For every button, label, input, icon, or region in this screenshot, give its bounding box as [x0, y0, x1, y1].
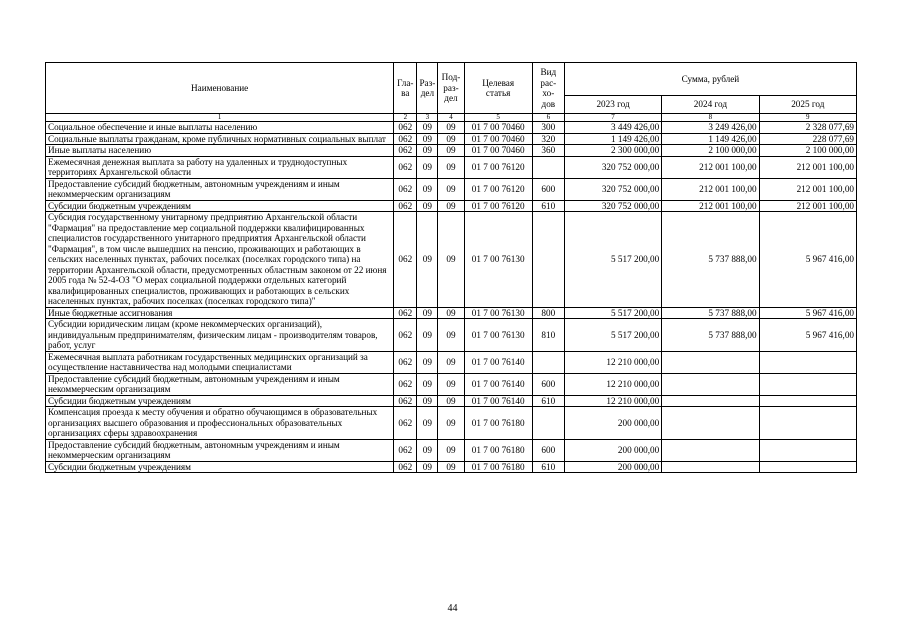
- table-row: [46, 122, 857, 134]
- col-number: 6: [532, 114, 564, 122]
- row-vid: 600: [532, 373, 564, 395]
- row-sum-2025: 2 100 000,00: [759, 145, 856, 157]
- row-sum-2024: 2 100 000,00: [662, 145, 759, 157]
- row-razdel: 09: [417, 200, 438, 212]
- row-sum-2024: [662, 461, 759, 473]
- row-sum-2024: 5 737 888,00: [662, 212, 759, 308]
- row-podrazdel: 09: [438, 212, 464, 308]
- row-vid: 360: [532, 145, 564, 157]
- row-target: 01 7 00 76130: [464, 319, 532, 352]
- row-razdel: 09: [417, 439, 438, 461]
- header-year-2025: 2025 год: [759, 96, 856, 114]
- row-glava: 062: [394, 307, 417, 319]
- row-glava: 062: [394, 212, 417, 308]
- col-number: 4: [438, 114, 464, 122]
- row-vid: [532, 212, 564, 308]
- row-target: 01 7 00 76180: [464, 407, 532, 440]
- header-podrazdel: Под- раз- дел: [438, 63, 464, 114]
- row-sum-2023: 12 210 000,00: [564, 395, 661, 407]
- row-podrazdel: 09: [438, 395, 464, 407]
- table-row: [46, 145, 857, 157]
- row-target: 01 7 00 70460: [464, 145, 532, 157]
- row-sum-2023: 12 210 000,00: [564, 351, 661, 373]
- row-sum-2023: 200 000,00: [564, 439, 661, 461]
- header-sum: Сумма, рублей: [564, 63, 856, 96]
- table-row: [46, 395, 857, 407]
- row-target: 01 7 00 76180: [464, 439, 532, 461]
- page-number: 44: [447, 603, 458, 614]
- row-name: Предоставление субсидий бюджетным, автономным учреждениям и иным некоммерческим организациям: [46, 439, 394, 461]
- row-glava: 062: [394, 178, 417, 200]
- row-podrazdel: 09: [438, 307, 464, 319]
- table-row: [46, 461, 857, 473]
- row-sum-2025: [759, 439, 856, 461]
- row-sum-2023: 5 517 200,00: [564, 307, 661, 319]
- header-year-2024: 2024 год: [662, 96, 759, 114]
- row-sum-2023: 2 300 000,00: [564, 145, 661, 157]
- row-sum-2024: 3 249 426,00: [662, 122, 759, 134]
- row-target: 01 7 00 76120: [464, 200, 532, 212]
- table-row: [46, 133, 857, 145]
- row-razdel: 09: [417, 178, 438, 200]
- row-podrazdel: 09: [438, 319, 464, 352]
- row-podrazdel: 09: [438, 351, 464, 373]
- table-row: [46, 407, 857, 440]
- row-sum-2025: [759, 395, 856, 407]
- row-glava: 062: [394, 133, 417, 145]
- row-sum-2025: 5 967 416,00: [759, 319, 856, 352]
- row-sum-2023: 200 000,00: [564, 461, 661, 473]
- row-sum-2025: 212 001 100,00: [759, 200, 856, 212]
- table-row: [46, 178, 857, 200]
- row-sum-2025: 228 077,69: [759, 133, 856, 145]
- row-sum-2023: 320 752 000,00: [564, 200, 661, 212]
- row-sum-2025: 2 328 077,69: [759, 122, 856, 134]
- row-glava: 062: [394, 373, 417, 395]
- row-sum-2024: 212 001 100,00: [662, 178, 759, 200]
- row-sum-2023: 5 517 200,00: [564, 212, 661, 308]
- row-sum-2023: 1 149 426,00: [564, 133, 661, 145]
- row-target: 01 7 00 76140: [464, 395, 532, 407]
- row-sum-2024: [662, 439, 759, 461]
- row-razdel: 09: [417, 307, 438, 319]
- row-vid: 600: [532, 178, 564, 200]
- row-podrazdel: 09: [438, 178, 464, 200]
- row-vid: [532, 351, 564, 373]
- row-name: Субсидии юридическим лицам (кроме некоммерческих организаций), индивидуальным предпринимателям, физическим лицам - производителям товаров, работ, услуг: [46, 319, 394, 352]
- row-sum-2024: 5 737 888,00: [662, 307, 759, 319]
- row-sum-2023: 5 517 200,00: [564, 319, 661, 352]
- row-glava: 062: [394, 319, 417, 352]
- table-row: [46, 351, 857, 373]
- table-row: [46, 439, 857, 461]
- row-sum-2025: 5 967 416,00: [759, 212, 856, 308]
- header-target: Целевая статья: [464, 63, 532, 114]
- row-podrazdel: 09: [438, 133, 464, 145]
- row-razdel: 09: [417, 373, 438, 395]
- row-sum-2025: [759, 373, 856, 395]
- row-name: Субсидии бюджетным учреждениям: [46, 461, 394, 473]
- row-razdel: 09: [417, 122, 438, 134]
- row-vid: 610: [532, 395, 564, 407]
- col-number: 3: [417, 114, 438, 122]
- budget-table: [45, 62, 857, 473]
- col-number: 1: [46, 114, 394, 122]
- row-target: 01 7 00 76140: [464, 351, 532, 373]
- table-row: [46, 319, 857, 352]
- row-sum-2024: [662, 407, 759, 440]
- row-podrazdel: 09: [438, 156, 464, 178]
- row-sum-2023: 200 000,00: [564, 407, 661, 440]
- row-vid: [532, 156, 564, 178]
- header-vid: Вид рас- хо- дов: [532, 63, 564, 114]
- row-razdel: 09: [417, 133, 438, 145]
- table-row: [46, 307, 857, 319]
- row-sum-2024: 212 001 100,00: [662, 156, 759, 178]
- row-glava: 062: [394, 145, 417, 157]
- row-sum-2025: [759, 407, 856, 440]
- row-vid: 810: [532, 319, 564, 352]
- header-year-2023: 2023 год: [564, 96, 661, 114]
- row-vid: [532, 407, 564, 440]
- table-row: [46, 156, 857, 178]
- row-podrazdel: 09: [438, 145, 464, 157]
- row-name: Субсидия государственному унитарному предприятию Архангельской области "Фармация" на предоставление мер социальной поддержки квалифицированных специалистов государственного унитарного предприятия Архангельской области "Фармация", в том числе вышедших на пенсию, проживающих и работающих в сельских населенных пунктах, рабочих поселках (поселках городского типа) на территории Архангельской области, предусмотренных областным законом от 22 июня 2005 года № 52-4-ОЗ "О мерах социальной поддержки отдельных категорий квалифицированных специалистов, проживающих и работающих в сельских населенных пунктах, рабочих поселках (поселках городского типа)": [46, 212, 394, 308]
- row-name: Ежемесячная денежная выплата за работу на удаленных и труднодоступных территориях Архангельской области: [46, 156, 394, 178]
- row-name: Субсидии бюджетным учреждениям: [46, 395, 394, 407]
- row-target: 01 7 00 76130: [464, 212, 532, 308]
- row-podrazdel: 09: [438, 122, 464, 134]
- row-target: 01 7 00 76120: [464, 178, 532, 200]
- row-vid: 610: [532, 200, 564, 212]
- row-target: 01 7 00 70460: [464, 133, 532, 145]
- row-name: Субсидии бюджетным учреждениям: [46, 200, 394, 212]
- row-sum-2023: 3 449 426,00: [564, 122, 661, 134]
- row-sum-2025: [759, 461, 856, 473]
- row-glava: 062: [394, 461, 417, 473]
- col-number: 5: [464, 114, 532, 122]
- row-sum-2023: 320 752 000,00: [564, 178, 661, 200]
- row-sum-2024: [662, 351, 759, 373]
- row-glava: 062: [394, 200, 417, 212]
- row-razdel: 09: [417, 319, 438, 352]
- row-sum-2024: 1 149 426,00: [662, 133, 759, 145]
- row-sum-2024: [662, 373, 759, 395]
- row-podrazdel: 09: [438, 373, 464, 395]
- row-name: Ежемесячная выплата работникам государственных медицинских организаций за осуществление наставничества над молодыми специалистами: [46, 351, 394, 373]
- row-podrazdel: 09: [438, 461, 464, 473]
- row-razdel: 09: [417, 351, 438, 373]
- row-sum-2024: 5 737 888,00: [662, 319, 759, 352]
- row-razdel: 09: [417, 395, 438, 407]
- row-vid: 600: [532, 439, 564, 461]
- row-sum-2024: 212 001 100,00: [662, 200, 759, 212]
- header-razdel: Раз- дел: [417, 63, 438, 114]
- row-target: 01 7 00 70460: [464, 122, 532, 134]
- table-row: [46, 212, 857, 308]
- row-glava: 062: [394, 439, 417, 461]
- row-razdel: 09: [417, 212, 438, 308]
- row-vid: 800: [532, 307, 564, 319]
- row-target: 01 7 00 76120: [464, 156, 532, 178]
- row-target: 01 7 00 76180: [464, 461, 532, 473]
- col-number: 9: [759, 114, 856, 122]
- header-glava: Гла- ва: [394, 63, 417, 114]
- row-podrazdel: 09: [438, 407, 464, 440]
- row-vid: 320: [532, 133, 564, 145]
- row-glava: 062: [394, 395, 417, 407]
- row-razdel: 09: [417, 156, 438, 178]
- table-row: [46, 200, 857, 212]
- row-razdel: 09: [417, 461, 438, 473]
- col-number: 7: [564, 114, 661, 122]
- row-name: Компенсация проезда к месту обучения и обратно обучающимся в образовательных организациях высшего образования и профессиональных образовательных организациях сферы здравоохранения: [46, 407, 394, 440]
- row-name: Предоставление субсидий бюджетным, автономным учреждениям и иным некоммерческим организациям: [46, 373, 394, 395]
- row-target: 01 7 00 76140: [464, 373, 532, 395]
- header-name: Наименование: [46, 63, 394, 114]
- row-target: 01 7 00 76130: [464, 307, 532, 319]
- row-glava: 062: [394, 351, 417, 373]
- row-sum-2025: [759, 351, 856, 373]
- row-glava: 062: [394, 407, 417, 440]
- row-podrazdel: 09: [438, 200, 464, 212]
- row-vid: 610: [532, 461, 564, 473]
- row-razdel: 09: [417, 145, 438, 157]
- row-sum-2025: 5 967 416,00: [759, 307, 856, 319]
- row-sum-2025: 212 001 100,00: [759, 156, 856, 178]
- row-sum-2024: [662, 395, 759, 407]
- row-name: Предоставление субсидий бюджетным, автономным учреждениям и иным некоммерческим организациям: [46, 178, 394, 200]
- col-number: 8: [662, 114, 759, 122]
- row-glava: 062: [394, 156, 417, 178]
- row-name: Иные выплаты населению: [46, 145, 394, 157]
- col-number: 2: [394, 114, 417, 122]
- row-razdel: 09: [417, 407, 438, 440]
- table-row: [46, 373, 857, 395]
- row-name: Социальные выплаты гражданам, кроме публичных нормативных социальных выплат: [46, 133, 394, 145]
- row-sum-2023: 12 210 000,00: [564, 373, 661, 395]
- row-glava: 062: [394, 122, 417, 134]
- row-name: Социальное обеспечение и иные выплаты населению: [46, 122, 394, 134]
- row-sum-2025: 212 001 100,00: [759, 178, 856, 200]
- row-vid: 300: [532, 122, 564, 134]
- row-podrazdel: 09: [438, 439, 464, 461]
- row-name: Иные бюджетные ассигнования: [46, 307, 394, 319]
- row-sum-2023: 320 752 000,00: [564, 156, 661, 178]
